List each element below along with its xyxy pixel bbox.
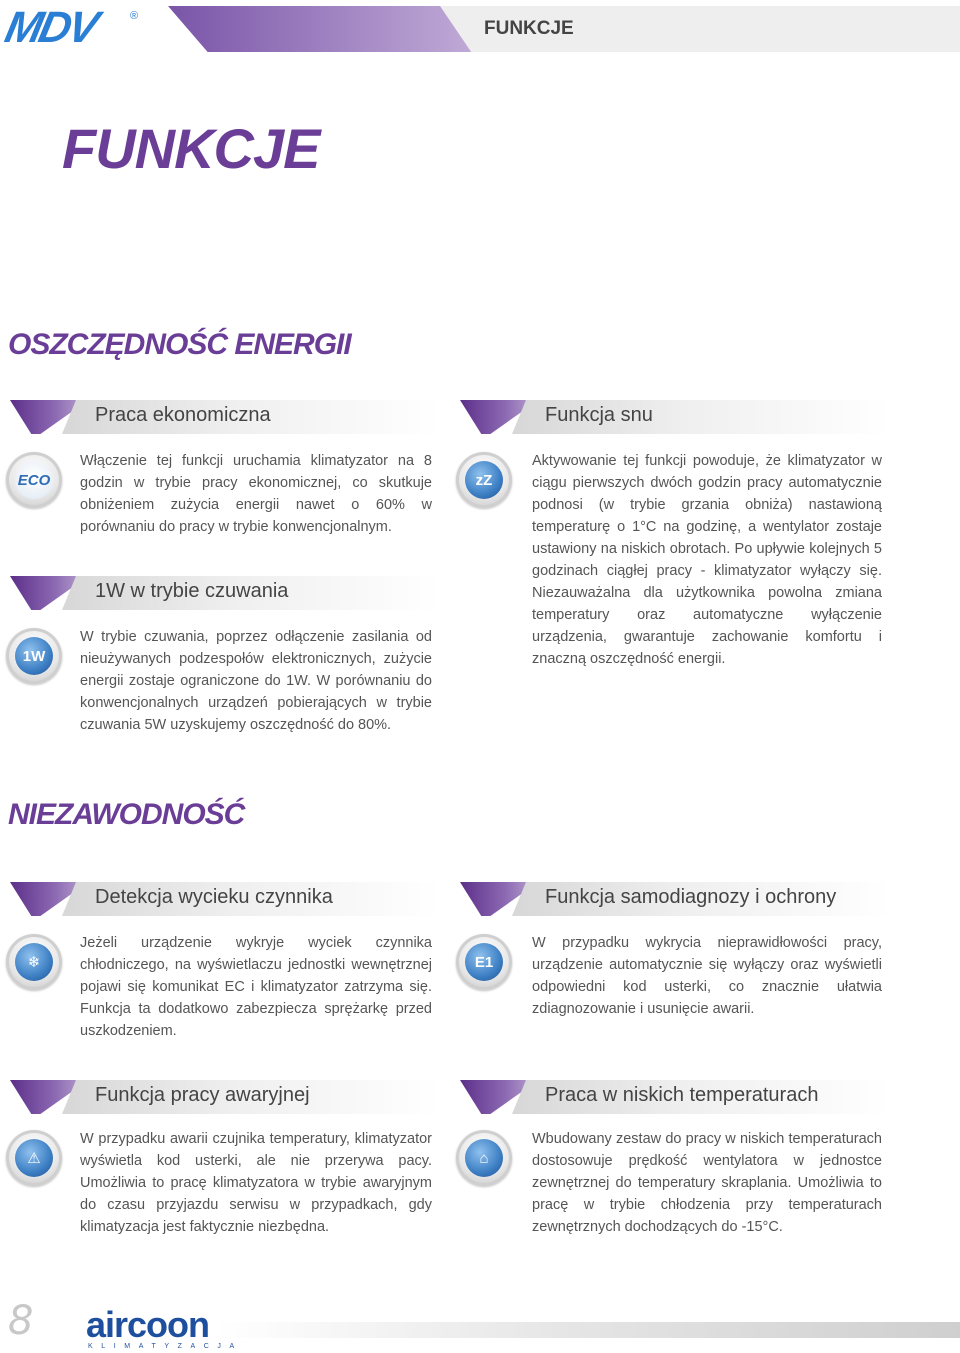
- feature-text-sleep: Aktywowanie tej funkcji powoduje, że klimatyzator w ciągu pierwszych dwóch godzin pracy automatycznie podnosi (w trybie grzania obniża) nastawioną temperaturę o 1°C na godzinę, a wentylator zostaje ustawiony na niskich obrotach. Po upływie kolejnych 5 godzinach ciągłej pracy - klimatyzator wyłączy się. Niezauważalna dla użytkownika powolna zmiana temperatury oraz automatyczne wyłączenie urządzenia, gwarantuje zachowanie komfortu i znaczną oszczędność energii.: [532, 453, 882, 667]
- feature-text-leak: Jeżeli urządzenie wykryje wyciek czynnika chłodniczego, na wyświetlaczu jednostki wewnętrznej pojawi się komunikat EC i klimatyzator zatrzyma się. Funkcja ta dodatkowo zabezpiecza sprężarkę przed uszkodzeniem.: [80, 935, 432, 1039]
- warning-icon-label: ⚠: [15, 1139, 53, 1177]
- feature-title-lowtemp: Praca w niskich temperaturach: [545, 1084, 819, 1106]
- plug-icon: [6, 628, 62, 684]
- feature-title-standby: 1W w trybie czuwania: [95, 580, 289, 602]
- page-title: FUNKCJE: [62, 117, 320, 180]
- feature-heading-sleep: [460, 400, 890, 434]
- feature-title-eco: Praca ekonomiczna: [95, 404, 271, 426]
- feature-text-emergency: W przypadku awarii czujnika temperatury, klimatyzator wyświetla kod usterki, ale nie przerywa pacy. Umożliwia to pracę klimatyzatora w trybie awaryjnym do czasu przyjazdu serwisu w przypadkach, gdy klimatyzacja jest faktycznie niezbędna.: [80, 1131, 432, 1235]
- registered-mark: ®: [130, 10, 139, 22]
- moon-icon: [456, 452, 512, 508]
- eco-icon-label: ECO: [15, 461, 53, 499]
- magnifier-icon: [456, 934, 512, 990]
- page-number: 8: [8, 1298, 34, 1344]
- house-snow-icon: [456, 1130, 512, 1186]
- aircon-logo: aircoon: [86, 1304, 210, 1345]
- footer-gradient-band: [216, 1322, 960, 1338]
- feature-heading-leak: [10, 882, 440, 916]
- feature-title-leak: Detekcja wycieku czynnika: [95, 886, 333, 908]
- mdv-logo: MDV: [0, 3, 101, 52]
- feature-heading-selfdiag: [460, 882, 890, 916]
- feature-text-lowtemp: Wbudowany zestaw do pracy w niskich temperaturach dostosowuje prędkość wentylatora w jednostce zewnętrznej do temperatury skraplania. Umożliwia to pracę w trybie chłodzenia przy temperaturach zewnętrznych dochodzących do -15°C.: [532, 1131, 882, 1235]
- feature-text-eco: Włączenie tej funkcji uruchamia klimatyzator na 8 godzin w trybie pracy ekonomicznej, co skutkuje obniżeniem zużycia energii nawet o 60% w porównaniu do pracy w trybie konwencjonalnym.: [80, 453, 432, 535]
- section-title-reliability: NIEZAWODNOŚĆ: [8, 798, 245, 831]
- snowflake-icon: [6, 934, 62, 990]
- feature-text-standby: W trybie czuwania, poprzez odłączenie zasilania od nieużywanych podzespołów elektronicznych, zużycie energii zostaje ograniczone do 1W. W porównaniu do konwencjonalnych urządzeń pobierających w trybie czuwania 5W uzyskujemy oszczędność do 80%.: [80, 629, 432, 733]
- feature-heading-lowtemp: [460, 1080, 890, 1114]
- warning-icon: [6, 1130, 62, 1186]
- feature-title-emergency: Funkcja pracy awaryjnej: [95, 1084, 310, 1106]
- feature-title-sleep: Funkcja snu: [545, 404, 653, 426]
- section-title-energy: OSZCZĘDNOŚĆ ENERGII: [8, 328, 351, 361]
- header-section-label: FUNKCJE: [484, 18, 574, 39]
- aircon-logo-subtitle: KLIMATYZACJA: [88, 1343, 243, 1350]
- feature-heading-emergency: [10, 1080, 440, 1114]
- plug-icon-label: 1W: [15, 637, 53, 675]
- feature-heading-eco: [10, 400, 440, 434]
- eco-icon: [6, 452, 62, 508]
- feature-text-selfdiag: W przypadku wykrycia nieprawidłowości pracy, urządzenie automatycznie się wyłączy oraz wyświetli odpowiedni kod usterki, co znacznie ułatwia zdiagnozowanie i usunięcie awarii.: [532, 935, 882, 1017]
- feature-heading-standby: [10, 576, 440, 610]
- snowflake-icon-label: ❄: [15, 943, 53, 981]
- moon-icon-label: zZ: [465, 461, 503, 499]
- feature-title-selfdiag: Funkcja samodiagnozy i ochrony: [545, 886, 837, 908]
- house-snow-icon-label: ⌂: [465, 1139, 503, 1177]
- magnifier-icon-label: E1: [465, 943, 503, 981]
